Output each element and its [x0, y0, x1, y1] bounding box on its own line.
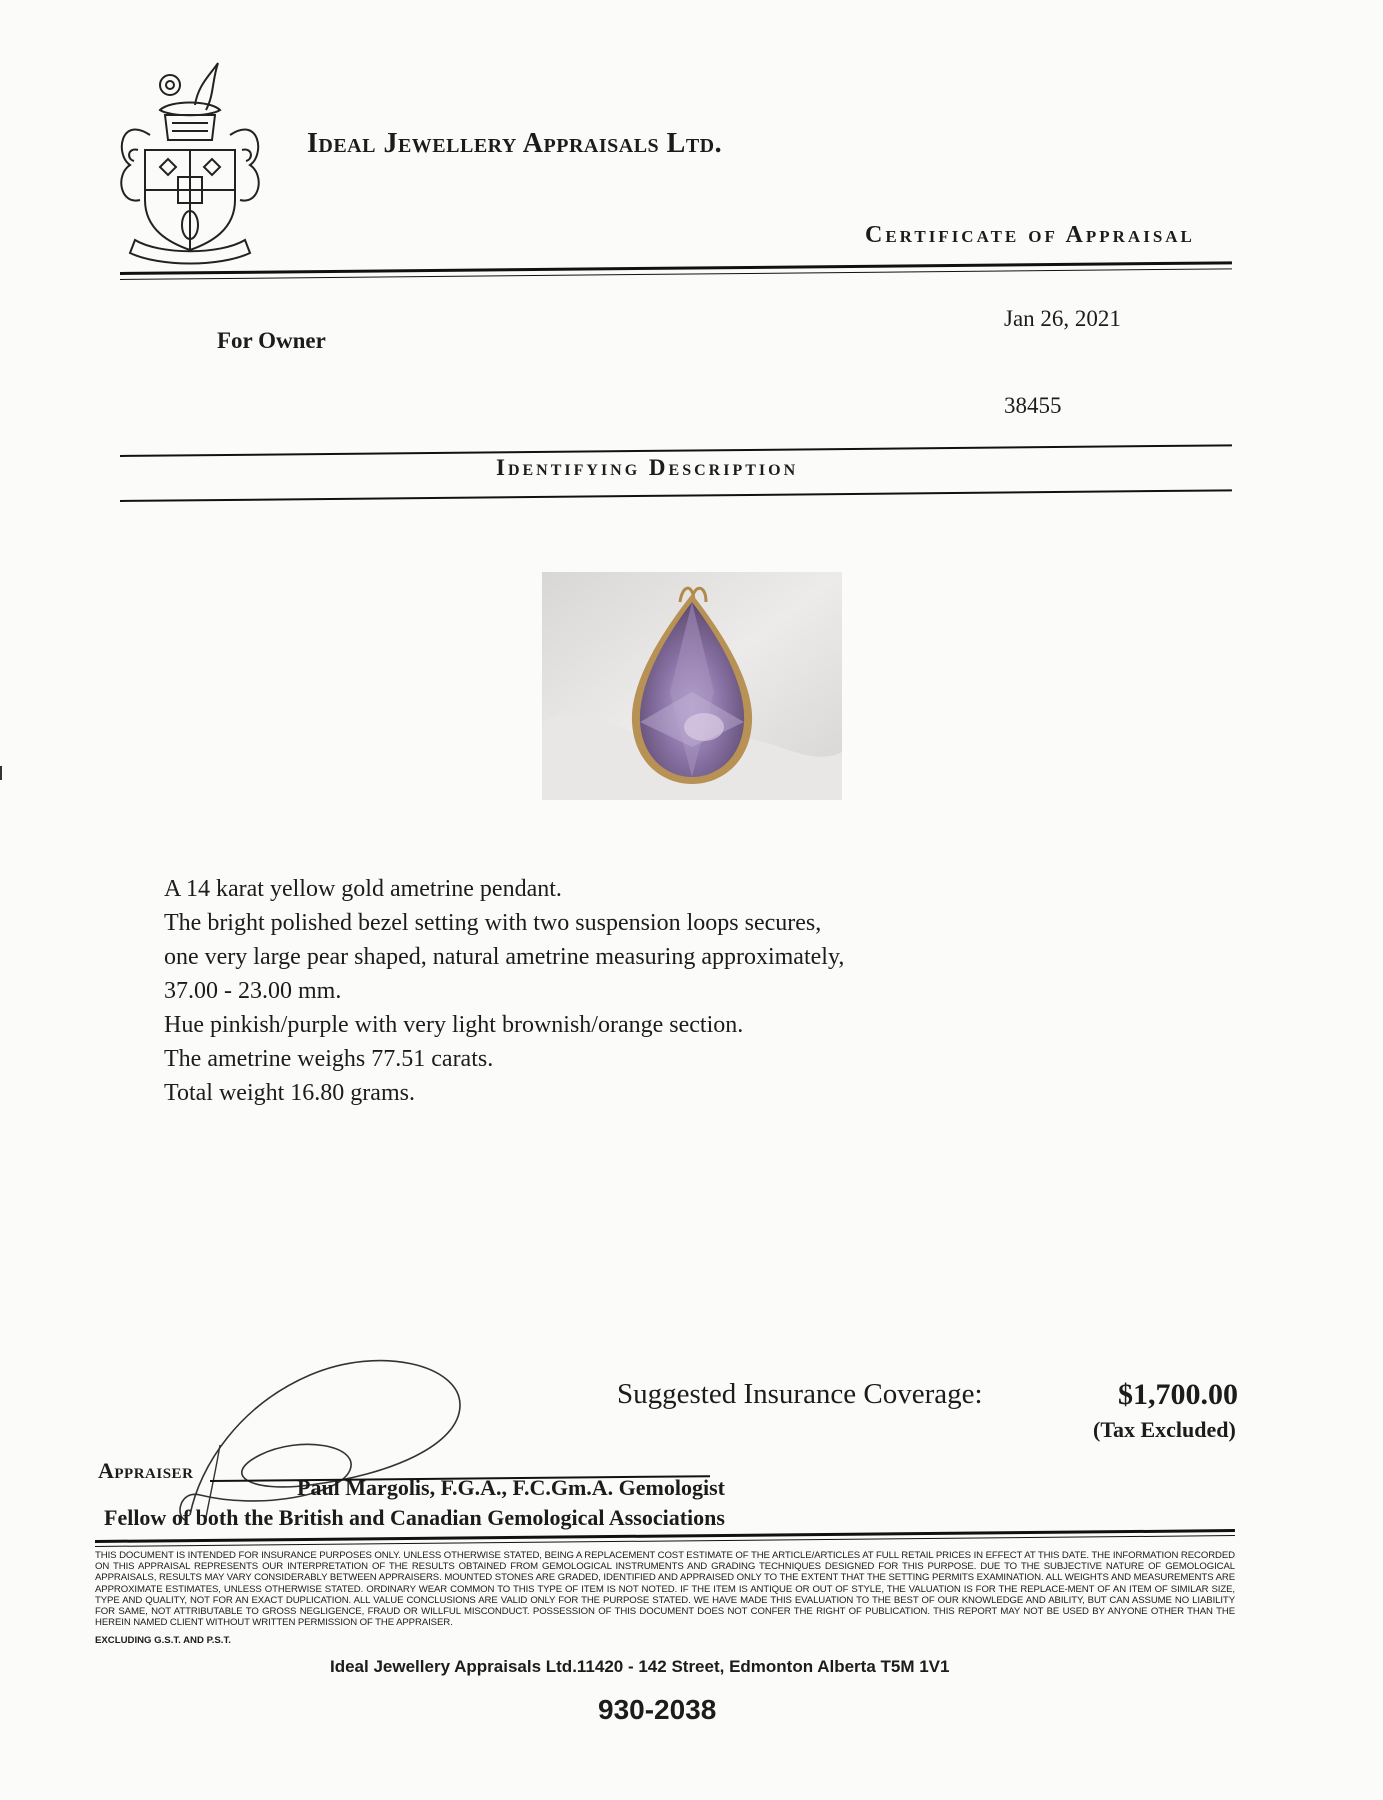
- section-rule-bottom: [120, 489, 1232, 502]
- reference-number: 38455: [1004, 393, 1062, 418]
- scan-edge-mark: [0, 766, 2, 780]
- disclaimer-text: THIS DOCUMENT IS INTENDED FOR INSURANCE PURPOSES ONLY. UNLESS OTHERWISE STATED, BEING A REPLACEMENT COST ESTIMATE OF THE ARTICLE/ARTICLES AT FULL RETAIL PRICES IN EFFECT AT THIS DATE. THE INFORMATION RECORDED ON THIS APPRAISAL REPRESENTS OUR INTERPRETATION OF THE RESULTS OBTAINED FROM GEMOLOGICAL INSTRUMENTS AND GRADING TECHNIQUES DESIGNED FOR THIS PURPOSE. DUE TO THE SUBJECTIVE NATURE OF GEMOLOGICAL APPRAISALS, RESULTS MAY VARY CONSIDERABLY BETWEEN APPRAISERS. MOUNTED STONES ARE GRADED, IDENTIFIED AND APPRAISED ONLY TO THE EXTENT THAT THE SETTING PERMITS EXAMINATION. ALL WEIGHTS AND MEASUREMENTS ARE APPROXIMATE ESTIMATES, UNLESS OTHERWISE STATED. ORDINARY WEAR COMMON TO THIS TYPE OF ITEM IS NOT NOTED. IF THE ITEM IS ANTIQUE OR OUT OF STYLE, THE VALUATION IS FOR THE REPLACE-MENT OF AN ITEM OF SIMILAR SIZE, TYPE AND QUALITY, NOT FOR AN EXACT DUPLICATION. ALL VALUE CONCLUSIONS ARE VALID ONLY FOR THE PURPOSE STATED. WE HAVE MADE THIS EVALUATION TO THE BEST OF OUR KNOWLEDGE AND ABILITY, BUT CAN ASSUME NO LIABILITY FOR SAME, NOT ATTRIBUTABLE TO GROSS NEGLIGENCE, FRAUD OR WILLFUL MISCONDUCT. POSSESSION OF THIS DOCUMENT DOES NOT CONFER THE RIGHT OF PUBLICATION. THIS REPORT MAY NOT BE USED BY ANYONE OTHER THAN THE HEREIN NAMED CLIENT WITHOUT WRITTEN PERMISSION OF THE APPRAISER.: [95, 1550, 1235, 1629]
- description-line: Total weight 16.80 grams.: [164, 1080, 415, 1106]
- tax-exclusion-note: EXCLUDING G.S.T. AND P.S.T.: [95, 1635, 231, 1646]
- appraiser-label: Appraiser: [98, 1458, 194, 1483]
- recipient-label: For Owner: [217, 328, 326, 353]
- description-line: The ametrine weighs 77.51 carats.: [164, 1046, 494, 1072]
- description-line: 37.00 - 23.00 mm.: [164, 978, 342, 1004]
- appraiser-name: Paul Margolis, F.G.A., F.C.Gm.A. Gemologist: [297, 1475, 725, 1500]
- description-line: one very large pear shaped, natural ametrine measuring approximately,: [164, 944, 845, 970]
- appraiser-credentials: Fellow of both the British and Canadian Gemological Associations: [104, 1505, 725, 1530]
- pendant-photo: [542, 572, 842, 800]
- description-line: Hue pinkish/purple with very light brownish/orange section.: [164, 1012, 744, 1038]
- company-name: Ideal Jewellery Appraisals Ltd.: [307, 128, 723, 159]
- coat-of-arms-logo: [110, 55, 270, 265]
- description-line: A 14 karat yellow gold ametrine pendant.: [164, 876, 562, 902]
- document-title: Certificate of Appraisal: [865, 222, 1195, 248]
- footer-phone: 930-2038: [598, 1694, 717, 1725]
- section-title: Identifying Description: [496, 455, 799, 480]
- appraisal-date: Jan 26, 2021: [1004, 306, 1121, 331]
- description-line: The bright polished bezel setting with two suspension loops secures,: [164, 910, 822, 936]
- coverage-amount: $1,700.00: [1118, 1378, 1238, 1411]
- description-text: [164, 872, 844, 1110]
- coverage-label: Suggested Insurance Coverage:: [617, 1378, 983, 1410]
- footer-address: Ideal Jewellery Appraisals Ltd.11420 - 142 Street, Edmonton Alberta T5M 1V1: [330, 1657, 950, 1676]
- tax-note: (Tax Excluded): [1093, 1417, 1236, 1442]
